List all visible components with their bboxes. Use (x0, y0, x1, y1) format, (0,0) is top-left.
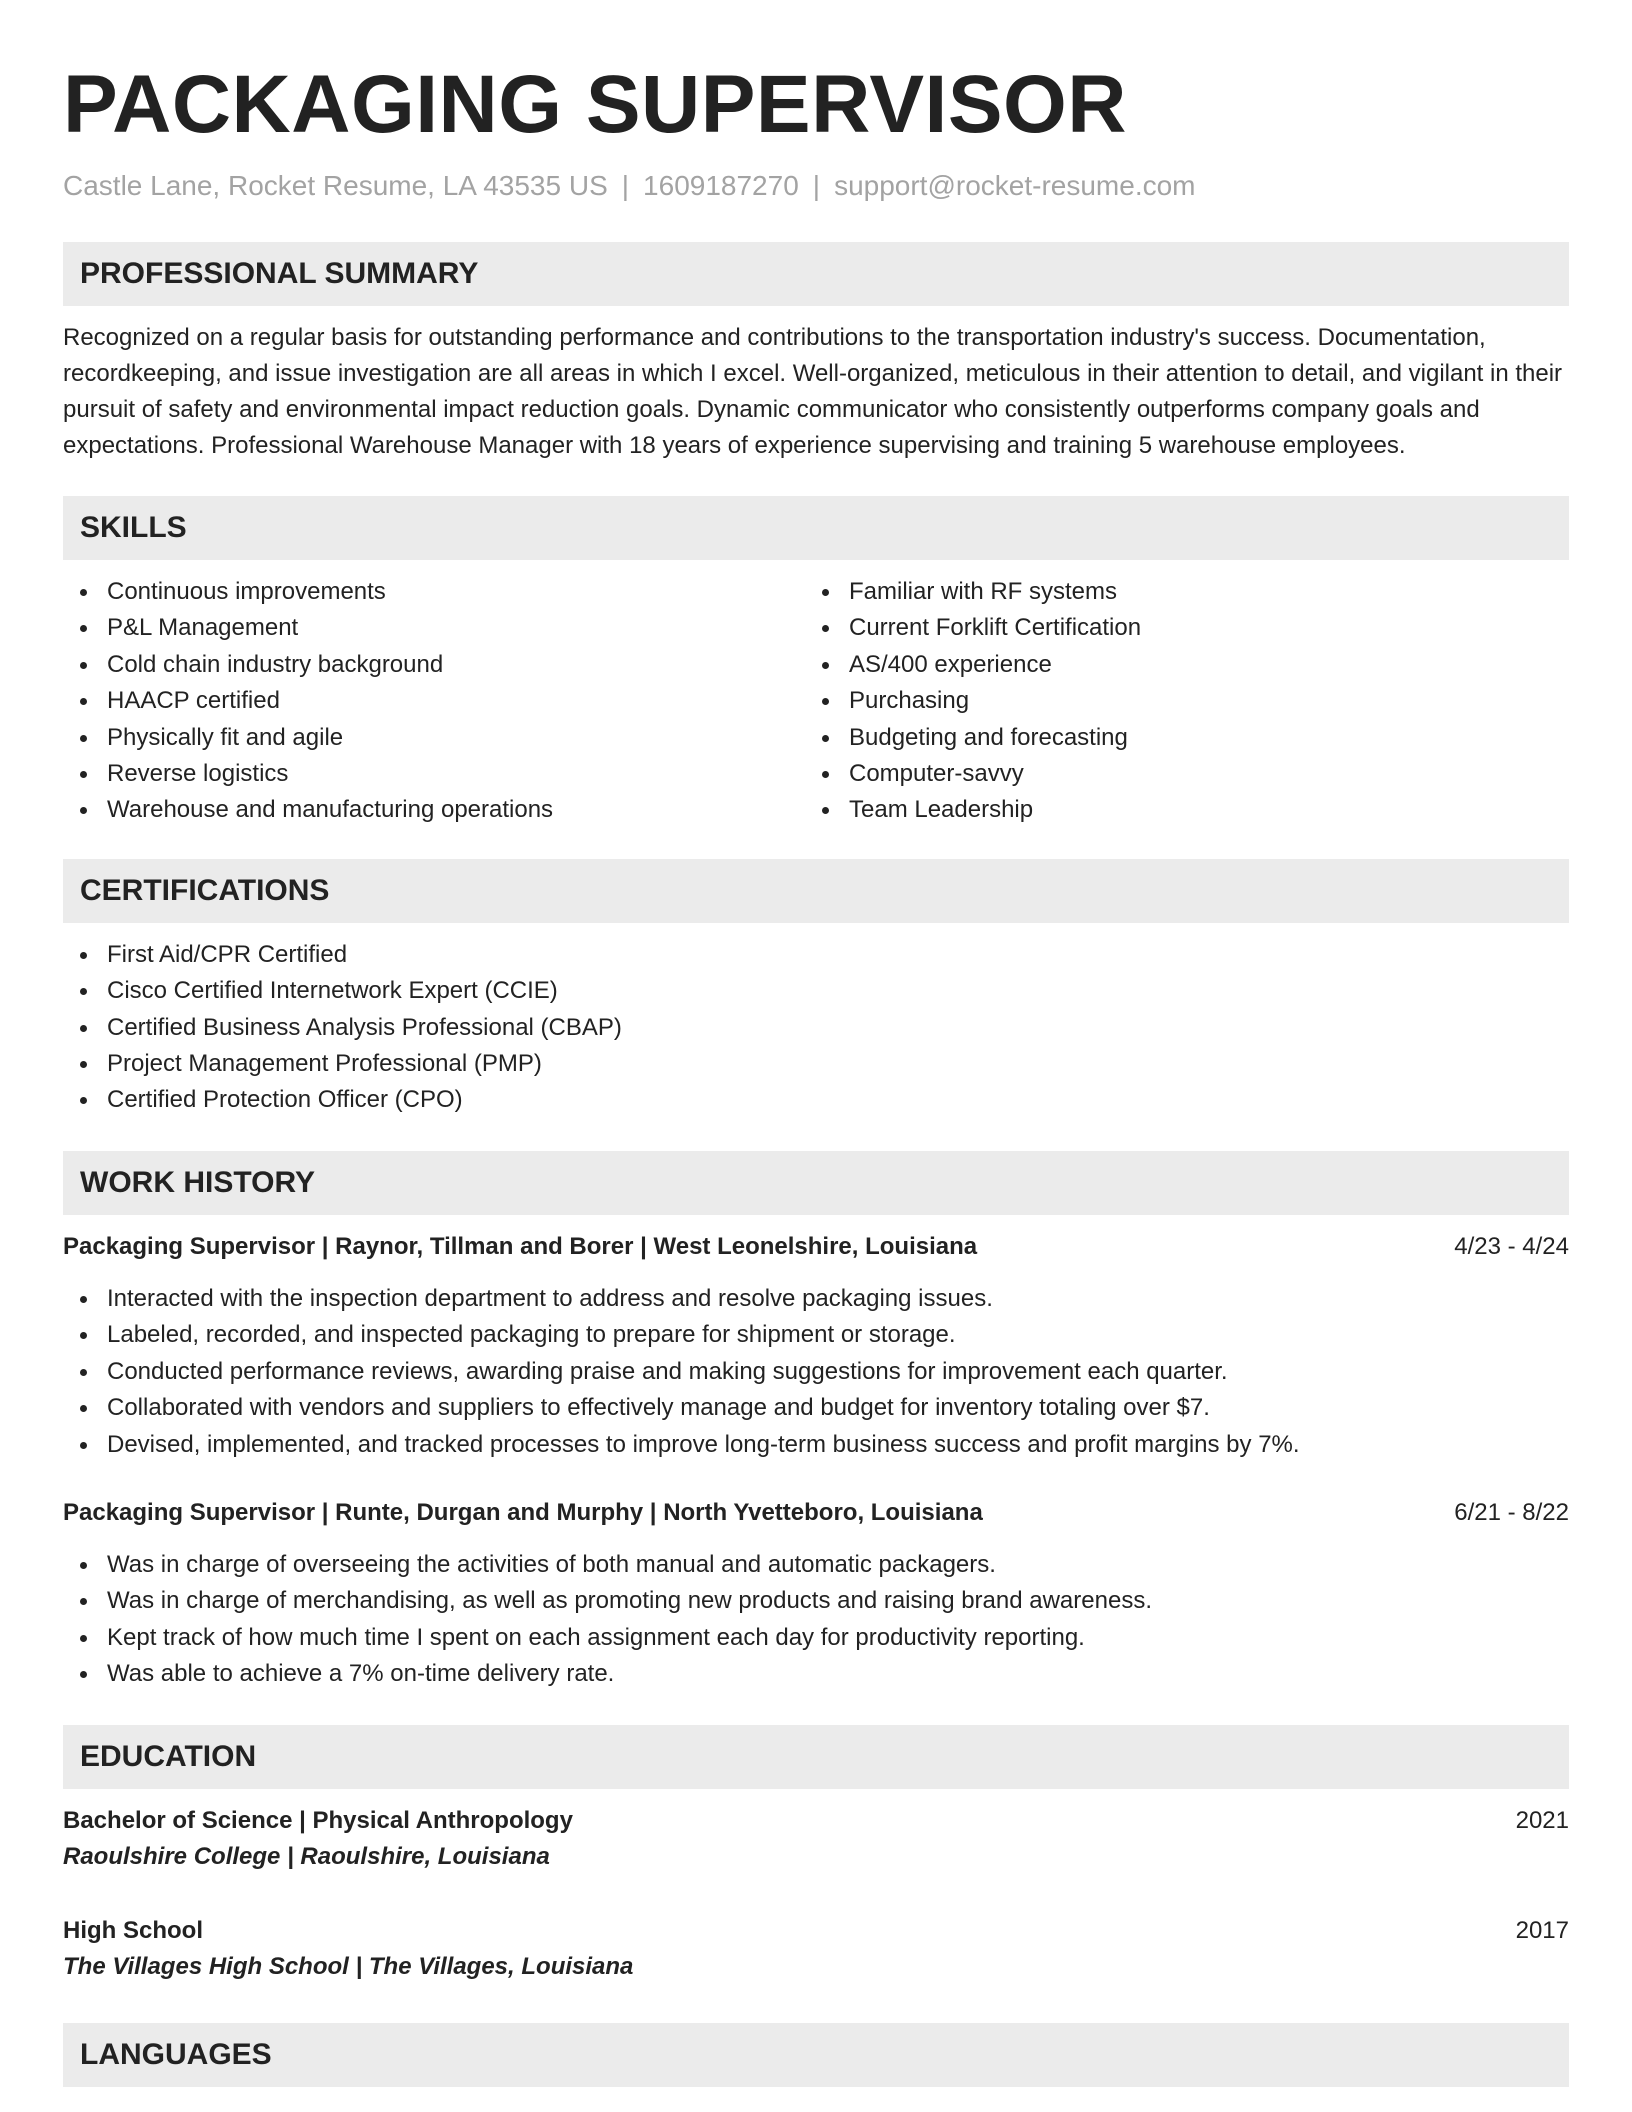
skill-item: AS/400 experience (805, 647, 1547, 683)
skill-item: Reverse logistics (63, 756, 805, 792)
skill-item: Budgeting and forecasting (805, 720, 1547, 756)
education-header (63, 1803, 1569, 1839)
skill-item: Physically fit and agile (63, 720, 805, 756)
summary-heading: PROFESSIONAL SUMMARY (63, 242, 1569, 306)
job-bullet: Conducted performance reviews, awarding praise and making suggestions for improvement each quarter. (63, 1354, 1569, 1390)
job-bullet: Was in charge of merchandising, as well as promoting new products and raising brand awareness. (63, 1583, 1569, 1619)
work-history-heading: WORK HISTORY (63, 1151, 1569, 1215)
job-bullet: Kept track of how much time I spent on each assignment each day for productivity reporting. (63, 1620, 1569, 1656)
languages-heading: LANGUAGES (63, 2023, 1569, 2087)
skill-item: Current Forklift Certification (805, 610, 1547, 646)
skill-item: Team Leadership (805, 792, 1547, 828)
contact-email: support@rocket-resume.com (834, 170, 1196, 201)
contact-separator: | (812, 170, 821, 201)
education-header (63, 1913, 1569, 1949)
certification-item: Certified Protection Officer (CPO) (63, 1082, 1569, 1118)
skill-item: HAACP certified (63, 683, 805, 719)
education-degree: Bachelor of Science | Physical Anthropology (63, 1806, 573, 1834)
job-bullet: Was able to achieve a 7% on-time delivery rate. (63, 1656, 1569, 1692)
certifications-list (63, 937, 1569, 1119)
contact-phone: 1609187270 (643, 170, 799, 201)
job-bullet: Devised, implemented, and tracked processes to improve long-term business success and profit margins by 7%. (63, 1427, 1569, 1463)
skill-item: Familiar with RF systems (805, 574, 1547, 610)
resume-name: PACKAGING SUPERVISOR (63, 59, 1128, 150)
education-school: The Villages High School | The Villages, Louisiana (63, 1952, 634, 1980)
education-heading: EDUCATION (63, 1725, 1569, 1789)
certification-item: Cisco Certified Internetwork Expert (CCIE) (63, 973, 1569, 1009)
skill-item: P&L Management (63, 610, 805, 646)
contact-address: Castle Lane, Rocket Resume, LA 43535 US (63, 170, 608, 201)
certification-item: First Aid/CPR Certified (63, 937, 1569, 973)
certifications-heading: CERTIFICATIONS (63, 859, 1569, 923)
job-bullet: Labeled, recorded, and inspected packaging to prepare for shipment or storage. (63, 1317, 1569, 1353)
skill-item: Computer-savvy (805, 756, 1547, 792)
skill-item: Continuous improvements (63, 574, 805, 610)
job-dates: 6/21 - 8/22 (1454, 1498, 1569, 1526)
education-entry (63, 1913, 1569, 1985)
job-entry (63, 1229, 1569, 1463)
job-header (63, 1229, 1569, 1265)
skills-left-column (63, 574, 805, 829)
job-title: Packaging Supervisor | Raynor, Tillman and Borer | West Leonelshire, Louisiana (63, 1232, 978, 1260)
job-dates: 4/23 - 4/24 (1454, 1232, 1569, 1260)
job-bullet: Collaborated with vendors and suppliers to effectively manage and budget for inventory totaling over $7. (63, 1390, 1569, 1426)
skill-item: Warehouse and manufacturing operations (63, 792, 805, 828)
education-entry (63, 1803, 1569, 1875)
skills-list (63, 574, 1569, 829)
job-bullet: Interacted with the inspection department to address and resolve packaging issues. (63, 1281, 1569, 1317)
education-school: Raoulshire College | Raoulshire, Louisiana (63, 1842, 550, 1870)
skills-right-column (805, 574, 1547, 829)
summary-text: Recognized on a regular basis for outstanding performance and contributions to the transportation industry's success. Documentation, recordkeeping, and issue investigation are all areas in which I excel. Well-organized, meticulous in their attention to detail, and vigilant in their pursuit of safety and environmental impact reduction goals. Dynamic communicator who consistently outperforms company goals and expectations. Professional Warehouse Manager with 18 years of experience supervising and training 5 warehouse employees. (63, 324, 1563, 459)
skills-heading: SKILLS (63, 496, 1569, 560)
certification-item: Certified Business Analysis Professional (CBAP) (63, 1010, 1569, 1046)
skill-item: Purchasing (805, 683, 1547, 719)
certification-item: Project Management Professional (PMP) (63, 1046, 1569, 1082)
education-degree: High School (63, 1916, 203, 1944)
contact-separator: | (621, 170, 630, 201)
job-bullets (63, 1547, 1569, 1693)
contact-line (63, 168, 1569, 204)
education-year: 2021 (1515, 1806, 1569, 1834)
education-year: 2017 (1515, 1916, 1569, 1944)
job-entry (63, 1495, 1569, 1693)
skill-item: Cold chain industry background (63, 647, 805, 683)
job-bullets (63, 1281, 1569, 1463)
job-title: Packaging Supervisor | Runte, Durgan and Murphy | North Yvetteboro, Louisiana (63, 1498, 983, 1526)
job-bullet: Was in charge of overseeing the activities of both manual and automatic packagers. (63, 1547, 1569, 1583)
job-header (63, 1495, 1569, 1531)
